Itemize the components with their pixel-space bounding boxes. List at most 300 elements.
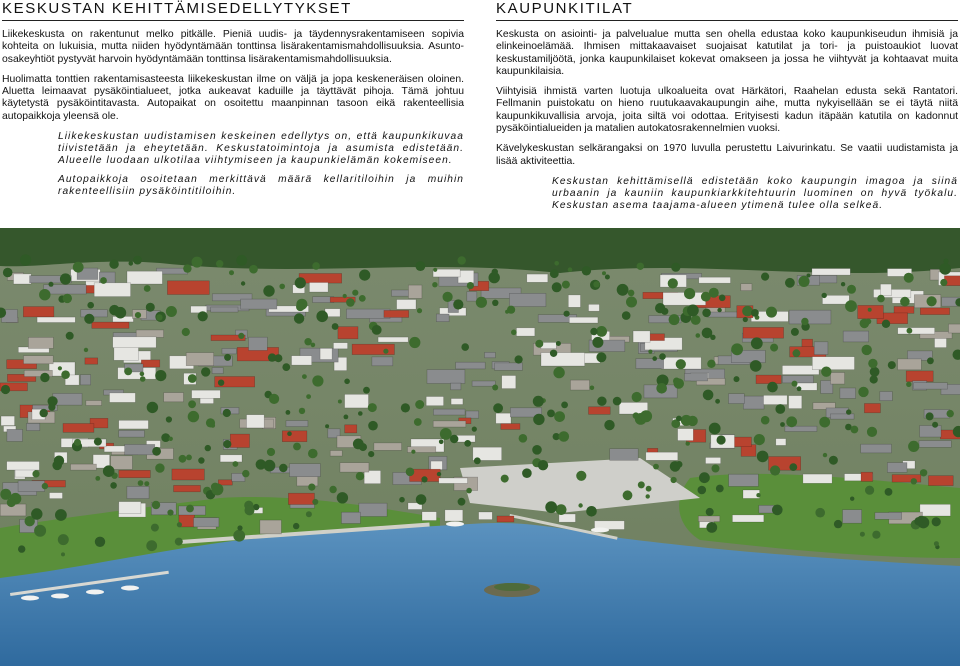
tree [20,254,31,265]
tree [60,273,71,284]
tree [801,318,808,325]
tree [888,361,896,369]
building [292,356,312,365]
tree [613,397,622,406]
tree [533,396,544,407]
tree [186,455,192,461]
tree [845,300,857,312]
building [843,331,869,342]
tree [192,257,203,268]
tree [538,460,548,470]
tree [432,282,437,287]
tree [61,552,65,556]
tree [847,285,856,294]
tree [453,299,463,309]
building [756,375,781,384]
tree [311,343,316,348]
building [397,300,416,310]
building [378,337,408,342]
tree [312,262,320,270]
tree [368,403,377,412]
tree [819,417,830,428]
tree [306,394,311,399]
building [212,368,223,374]
building [372,357,393,366]
tree [626,297,637,308]
building [247,415,265,428]
building [527,274,548,282]
tree [582,266,591,275]
tree [205,445,211,451]
tree [648,350,652,354]
tree [681,415,692,426]
tree [372,325,382,335]
tree [656,383,667,394]
building [174,485,201,491]
tree [39,289,50,300]
tree [691,315,701,325]
building [346,309,390,318]
tree [344,379,350,385]
building [812,357,854,370]
building [290,464,321,477]
tree [561,402,568,409]
tree [100,277,107,284]
tree [241,281,245,285]
left-heading: KESKUSTAN KEHITTÄMISEDELLYTYKSET [2,0,464,21]
building [426,397,443,406]
tree [216,260,223,267]
building [7,429,23,441]
tree [356,472,364,480]
tree [684,288,695,299]
tree [793,349,801,357]
tree [40,409,48,417]
building [814,342,828,355]
building [880,392,893,401]
right-column [496,0,958,219]
tree [249,265,258,274]
tree [797,386,802,391]
building [320,348,332,359]
tree [329,486,336,493]
tree [564,311,570,317]
building [359,503,387,516]
tree [103,465,115,477]
tree [147,402,158,413]
tree [152,501,160,509]
tree [233,530,245,542]
tree [717,308,721,312]
tree [554,411,565,422]
building [345,425,357,433]
tree [791,328,799,336]
tree [939,263,951,275]
tree [124,368,132,376]
building [241,299,277,309]
tree [604,420,614,430]
tree [770,465,780,475]
tree [709,423,721,435]
building [119,420,149,429]
tree [670,461,681,472]
building [433,421,466,427]
tree [870,375,878,383]
tree [628,290,635,297]
building [864,404,880,413]
building [119,470,151,477]
building [260,520,282,534]
tree [522,468,532,478]
building [568,295,580,307]
tree [188,411,199,422]
tree [110,482,117,489]
building [119,502,141,514]
tree [140,372,145,377]
tree [545,501,557,513]
tree [144,285,151,292]
tree [578,503,582,507]
tree [279,284,285,290]
building [114,347,139,360]
tree [596,326,607,337]
tree [140,376,146,382]
building [485,352,496,358]
building [439,478,468,483]
tree [757,451,769,463]
tree [501,475,509,483]
tree [605,275,610,280]
tree [188,400,196,408]
tree [532,445,542,455]
building [330,451,342,457]
tree [751,337,763,349]
tree [761,416,770,425]
tree [63,294,72,303]
building [194,518,219,527]
tree [344,415,349,420]
left-quote-2: Autopaikkoja osoitetaan merkittävä määrä kellaritiloihin ja muihin rakenteellisiin pysäköintitiloihin. [58,173,464,197]
tree [293,523,299,529]
building [516,328,534,336]
tree [416,261,426,271]
tree [734,376,740,382]
tree [179,455,187,463]
tree [440,428,452,440]
tree [74,439,81,446]
tree [550,350,557,357]
tree [550,269,559,278]
building [759,505,775,513]
tree [934,541,939,546]
tree [198,311,208,321]
tree [717,435,726,444]
building [920,504,951,516]
tree [238,333,244,339]
building [92,322,129,328]
tree [352,290,358,296]
tree [32,470,39,477]
building [685,373,708,381]
left-quote-1: Liikekeskustan uudistamisen keskeinen edellytys on, että kaupunkikuvaa tiivistetään ja eheytetään. Keskustatoimintoja ja asumista edistetään. Alueelle luodaan ulkotilaa viihtymiseen ja kaupunkielämän kokemiseen. [58,131,464,167]
tree [115,307,127,319]
tree [868,308,872,312]
tree [822,293,827,298]
building [164,393,184,402]
building [589,407,611,415]
tree [84,348,88,352]
tree [416,494,427,505]
tree [870,367,880,377]
tree [920,469,927,476]
tree [359,295,366,302]
building [678,429,694,441]
tree [306,511,312,517]
tree [900,297,910,307]
tree [201,367,210,376]
tree [511,330,517,336]
tree [161,433,170,442]
tree [750,360,762,372]
building [467,292,477,301]
tree [415,400,424,409]
tree [841,282,845,286]
tree [686,441,690,445]
building [63,424,94,433]
building [37,317,75,322]
tree [406,468,415,477]
tree [31,508,42,519]
tree [84,314,94,324]
tree [590,328,597,335]
building [914,383,948,389]
building [113,337,157,348]
tree [943,259,948,264]
tree [676,359,686,369]
tree [146,303,155,312]
tree [596,352,606,362]
tree [368,451,374,457]
building [495,363,523,370]
tree [66,332,74,340]
building [27,423,40,430]
building [875,513,902,520]
tree [58,366,62,370]
tree [834,520,842,528]
tree [907,328,913,334]
building [496,413,511,423]
tree [152,447,161,456]
tree [359,270,370,281]
tree [332,323,339,330]
building [408,285,422,298]
tree [699,472,710,483]
tree [914,517,922,525]
tree [363,387,370,394]
tree [211,483,223,495]
building [729,474,759,486]
right-paragraph-2: Viihtyisiä ihmistä varten luotuja ulkoalueita ovat Härkätori, Raahelan edusta sekä Rantatori. Fellmanin puistokatu on hieno ruutukaavakaupungin aihe, mutta nykyisellään se ei täytä niitä kaupunkikuvallisia arvoja, joita siltä voi odottaa. Erityisesti kadun itäpään katutila on kadonnut pysäköintialueiden ja matalien autokatosrakennelmien vuoksi. [496,86,958,135]
building [127,271,162,284]
building [1,416,15,426]
building [802,339,813,347]
tree [926,412,934,420]
tree [716,485,724,493]
tree [761,273,769,281]
building [894,307,914,314]
tree [233,461,239,467]
tree [687,305,699,317]
building [949,324,960,333]
tree [767,382,778,393]
building [192,390,221,398]
tree [785,278,795,288]
building [431,461,443,470]
tree [703,390,714,401]
tree [175,538,183,546]
building [636,359,664,369]
tree [48,396,58,406]
tree [858,387,868,397]
tree [224,354,231,361]
tree [846,409,851,414]
building [920,426,942,438]
tree [267,448,275,456]
tree [3,268,13,278]
tree [702,309,711,318]
tree [492,300,498,306]
building [906,371,933,382]
tree [312,375,323,386]
tree [707,360,715,368]
tree [95,476,100,481]
building [707,312,741,317]
tree [87,302,94,309]
building [18,481,44,492]
building [49,493,62,499]
building [646,452,678,460]
tree [646,486,652,492]
tree [712,465,720,473]
building [136,330,163,337]
building [920,308,949,315]
tree [592,337,603,348]
tree [772,505,783,516]
building [830,414,854,419]
building [384,310,409,317]
boat [446,522,464,527]
building [81,310,108,317]
tree [474,457,481,464]
tree [676,416,682,422]
tree [294,313,304,323]
tree [593,281,599,287]
tree [242,470,249,477]
tree [671,477,677,483]
building [297,476,318,486]
tree [702,328,713,339]
tree [904,273,914,283]
left-paragraph-2: Huolimatta tonttien rakentamisasteesta liikekeskustan ilme on väljä ja jopa keskeneräisen oloinen. Aluetta leimaavat pysäköintialueet, jotka aukeavat kaduille ja täyttävät pihoja. Tämä johtuu käytetystä pysäköintitavasta. Autopaikat on osoitettu maanpinnan tasoon eikä rakenteellisia autopaikkoja yleensä ole. [2,73,464,122]
building [23,307,54,317]
building [14,274,32,284]
building [7,461,40,470]
tree [547,410,555,418]
tree [458,498,466,506]
tree [308,484,315,491]
tree [437,472,441,476]
tree [492,385,498,391]
tree [138,480,144,486]
building [843,510,862,524]
building [789,396,802,409]
building [364,471,381,484]
tree [674,378,684,388]
tree [756,493,760,497]
tree [940,279,947,286]
building [929,476,954,486]
building [559,514,576,522]
tree [719,295,726,302]
tree [286,410,291,415]
tree [58,534,69,545]
tree [433,268,437,272]
building [127,486,149,498]
tree [144,481,149,486]
tree [401,403,410,412]
tree [421,476,427,482]
building [570,380,589,390]
tree [766,307,777,318]
boat [51,594,69,599]
building [699,277,731,283]
tree [359,443,367,451]
building [340,463,369,472]
building [633,331,650,342]
building [220,455,242,462]
tree [731,343,743,355]
tree [860,319,870,329]
tree [646,494,650,498]
tree [633,412,640,419]
building [479,512,493,520]
building [341,512,360,523]
tree [337,492,348,503]
tree [885,488,893,496]
right-heading: KAUPUNKITILAT [496,0,958,21]
building [433,409,465,415]
building [501,424,520,430]
building [743,396,764,409]
tree [556,341,561,346]
building [427,370,465,384]
tree [882,320,890,328]
building [812,269,850,276]
right-quote: Keskustan kehittämisellä edistetään koko kaupungin imagoa ja siinä urbaanin ja kauniin kaupunkiarkkitehtuurin luominen on hyvä työkalu. Keskustan asema taajama-alueen ytimenä tulee olla selkeä. [552,175,958,212]
building [230,434,249,447]
tree [865,486,874,495]
tree [553,367,564,378]
tree [186,505,194,513]
building [497,516,514,522]
right-paragraph-3: Kävelykeskustan selkärangaksi on 1970 luvulla perustettu Laivurinkatu. Se vaatii uudistamista ja lisää aktiviteettia. [496,143,958,167]
building [861,444,892,453]
tree [411,450,415,454]
tree [860,532,865,537]
building [887,463,907,473]
tree [742,306,753,317]
tree [552,282,562,292]
